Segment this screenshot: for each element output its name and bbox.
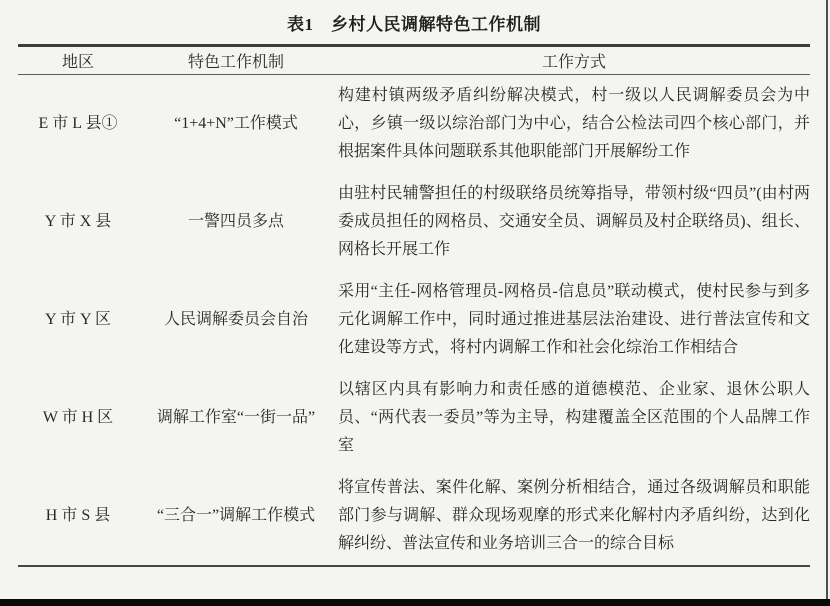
screenshot-bottom-edge-bar bbox=[0, 599, 830, 606]
table-row bbox=[18, 271, 810, 369]
cell-mechanism: “三合一”调解工作模式 bbox=[156, 507, 316, 524]
cell-region: Y 市 Y 区 bbox=[45, 311, 111, 328]
header-region: 地区 bbox=[61, 54, 94, 71]
cell-region: E 市 L 县① bbox=[38, 115, 118, 132]
header-mechanism: 特色工作机制 bbox=[187, 54, 284, 71]
table-bottom-rule bbox=[18, 565, 810, 567]
cell-mechanism: “1+4+N”工作模式 bbox=[174, 115, 298, 132]
cell-mechanism: 人民调解委员会自治 bbox=[163, 311, 308, 328]
cell-region: Y 市 X 县 bbox=[44, 213, 112, 230]
table-row bbox=[18, 75, 810, 173]
cell-mechanism: 调解工作室“一街一品” bbox=[156, 409, 316, 426]
table-header-row bbox=[18, 47, 810, 74]
cell-method: 将宣传普法、案件化解、案例分析相结合，通过各级调解员和职能部门参与调解、群众现场观摩的形式来化解村内矛盾纠纷，达到化解纠纷、普法宣传和业务培训三合一的综合目标 bbox=[338, 479, 810, 552]
cell-mechanism: 一警四员多点 bbox=[187, 213, 284, 230]
cell-method: 采用“主任-网格管理员-网格员-信息员”联动模式，使村民参与到多元化调解工作中，同时通过推进基层法治建设、进行普法宣传和文化建设等方式，将村内调解工作和社会化综治工作相结合 bbox=[338, 283, 810, 356]
table-title: 表1 乡村人民调解特色工作机制 bbox=[287, 15, 541, 34]
cell-region: W 市 H 区 bbox=[42, 409, 114, 426]
cell-method: 以辖区内具有影响力和责任感的道德模范、企业家、退休公职人员、“两代表一委员”等为主导，构建覆盖全区范围的个人品牌工作室 bbox=[338, 381, 810, 454]
header-method: 工作方式 bbox=[541, 54, 606, 71]
table-row bbox=[18, 467, 810, 565]
table-row bbox=[18, 369, 810, 467]
screenshot-right-edge-line bbox=[826, 0, 828, 606]
table-row bbox=[18, 173, 810, 271]
cell-method: 由驻村民辅警担任的村级联络员统筹指导，带领村级“四员”(由村两委成员担任的网格员、交通安全员、调解员及村企联络员)、组长、网格长开展工作 bbox=[338, 185, 810, 258]
cell-method: 构建村镇两级矛盾纠纷解决模式，村一级以人民调解委员会为中心，乡镇一级以综治部门为中心，结合公检法司四个核心部门，并根据案件具体问题联系其他职能部门开展解纷工作 bbox=[338, 87, 810, 160]
cell-region: H 市 S 县 bbox=[45, 507, 111, 524]
